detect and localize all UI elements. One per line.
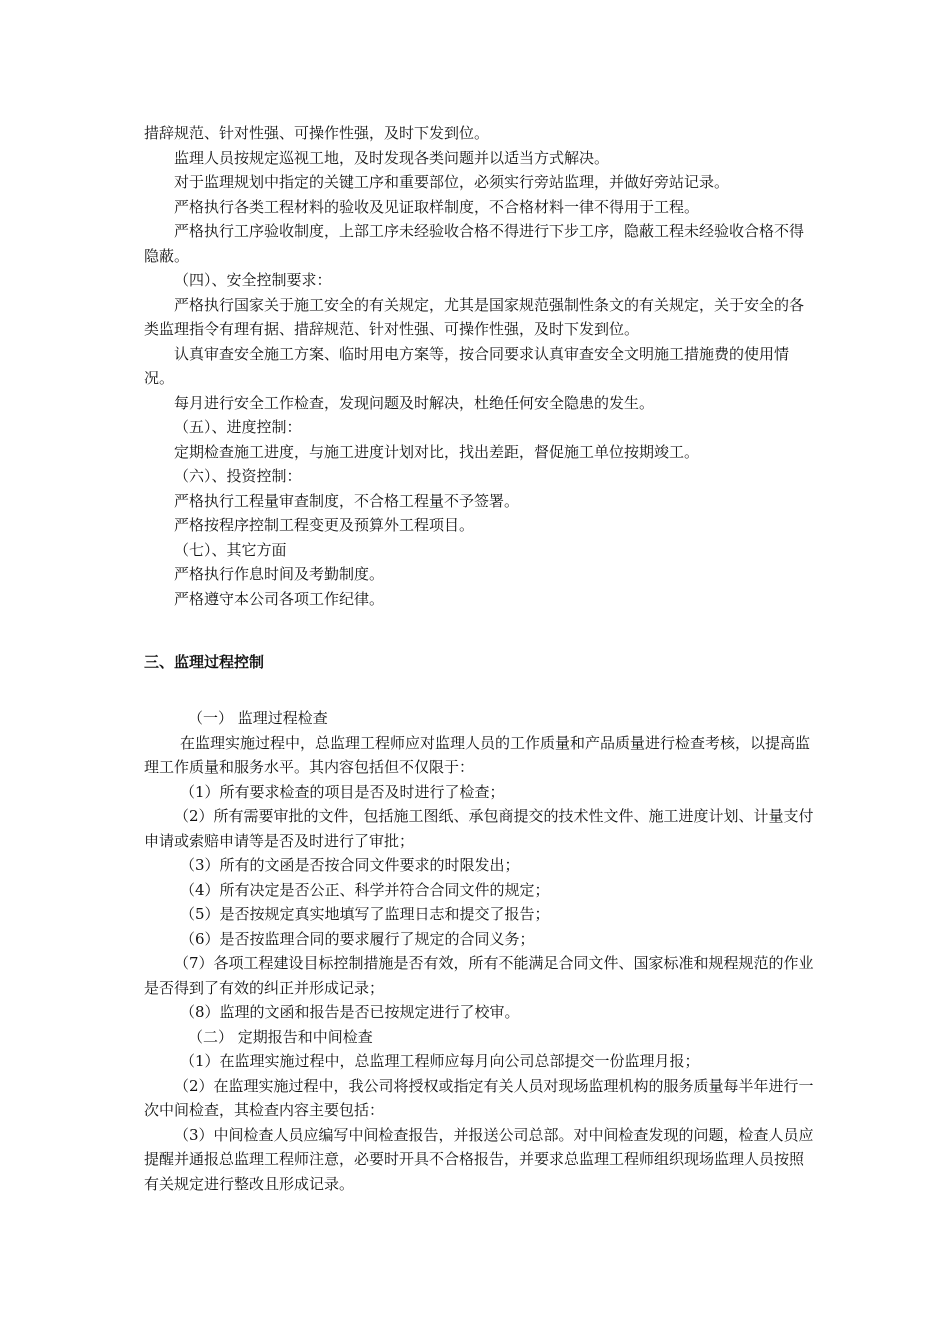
list-item: （2）所有需要审批的文件，包括施工图纸、承包商提交的技术性文件、施工进度计划、计量支付申请或索赔申请等是否及时进行了审批；	[144, 807, 814, 850]
paragraph: 严格按程序控制工程变更及预算外工程项目。	[174, 516, 475, 534]
list-item: （1）所有要求检查的项目是否及时进行了检查；	[180, 782, 505, 801]
subheading-other: （七）、其它方面	[174, 540, 287, 559]
list-item: （3）所有的文函是否按合同文件要求的时限发出；	[180, 856, 520, 874]
paragraph: 每月进行安全工作检查，发现问题及时解决，杜绝任何安全隐患的发生。	[174, 393, 655, 412]
list-item: （3）中间检查人员应编写中间检查报告，并报送公司总部。对中间检查发现的问题，检查人员应提醒并通报总监理工程师注意，必要时开具不合格报告，并要求总监理工程师组织现场监理人员按照有关规定进行整改且形成记录。	[144, 1125, 814, 1193]
list-item: （5）是否按规定真实地填写了监理日志和提交了报告；	[180, 905, 550, 923]
paragraph: 严格执行作息时间及考勤制度。	[174, 565, 385, 583]
paragraph: 严格遵守本公司各项工作纪律。	[174, 589, 385, 608]
paragraph: 措辞规范、针对性强、可操作性强，及时下发到位。	[144, 124, 490, 142]
subheading-investment: （六）、投资控制：	[174, 467, 302, 485]
section-three-body	[144, 706, 814, 1196]
list-item: （6）是否按监理合同的要求履行了规定的合同义务；	[180, 929, 535, 948]
paragraph: 严格执行工序验收制度，上部工序未经验收合格不得进行下步工序，隐蔽工程未经验收合格不得隐蔽。	[144, 222, 805, 265]
paragraph: 监理人员按规定巡视工地，及时发现各类问题并以适当方式解决。	[174, 148, 610, 167]
subsection-title: （二） 定期报告和中间检查	[188, 1027, 373, 1046]
subsection-title: （一） 监理过程检查	[188, 709, 328, 727]
paragraph: 严格执行各类工程材料的验收及见证取样制度，不合格材料一律不得用于工程。	[174, 197, 700, 216]
list-item: （8）监理的文函和报告是否已按规定进行了校审。	[180, 1003, 520, 1021]
subheading-schedule: （五）、进度控制：	[174, 418, 302, 436]
list-item: （1）在监理实施过程中，总监理工程师应每月向公司总部提交一份监理月报；	[180, 1052, 700, 1070]
paragraph: 严格执行国家关于施工安全的有关规定，尤其是国家规范强制性条文的有关规定，关于安全的各类监理指令有理有据、措辞规范、针对性强、可操作性强，及时下发到位。	[144, 295, 805, 338]
list-item: （7）各项工程建设目标控制措施是否有效，所有不能满足合同文件、国家标准和规程规范的作业是否得到了有效的纠正并形成记录；	[144, 954, 814, 997]
paragraph: 对于监理规划中指定的关键工序和重要部位，必须实行旁站监理，并做好旁站记录。	[174, 173, 730, 191]
section-top	[144, 121, 814, 611]
list-item: （2）在监理实施过程中，我公司将授权或指定有关人员对现场监理机构的服务质量每半年进行一次中间检查，其检查内容主要包括：	[144, 1076, 814, 1119]
paragraph: 在监理实施过程中，总监理工程师应对监理人员的工作质量和产品质量进行检查考核，以提高监理工作质量和服务水平。其内容包括但不仅限于：	[144, 733, 811, 776]
paragraph: 定期检查施工进度，与施工进度计划对比，找出差距，督促施工单位按期竣工。	[174, 442, 700, 461]
paragraph: 认真审查安全施工方案、临时用电方案等，按合同要求认真审查安全文明施工措施费的使用情况。	[144, 344, 790, 387]
subheading-safety: （四）、安全控制要求：	[174, 271, 332, 289]
section-heading: 三、监理过程控制	[144, 653, 265, 671]
paragraph: 严格执行工程量审查制度，不合格工程量不予签署。	[174, 491, 520, 510]
list-item: （4）所有决定是否公正、科学并符合合同文件的规定；	[180, 880, 550, 899]
